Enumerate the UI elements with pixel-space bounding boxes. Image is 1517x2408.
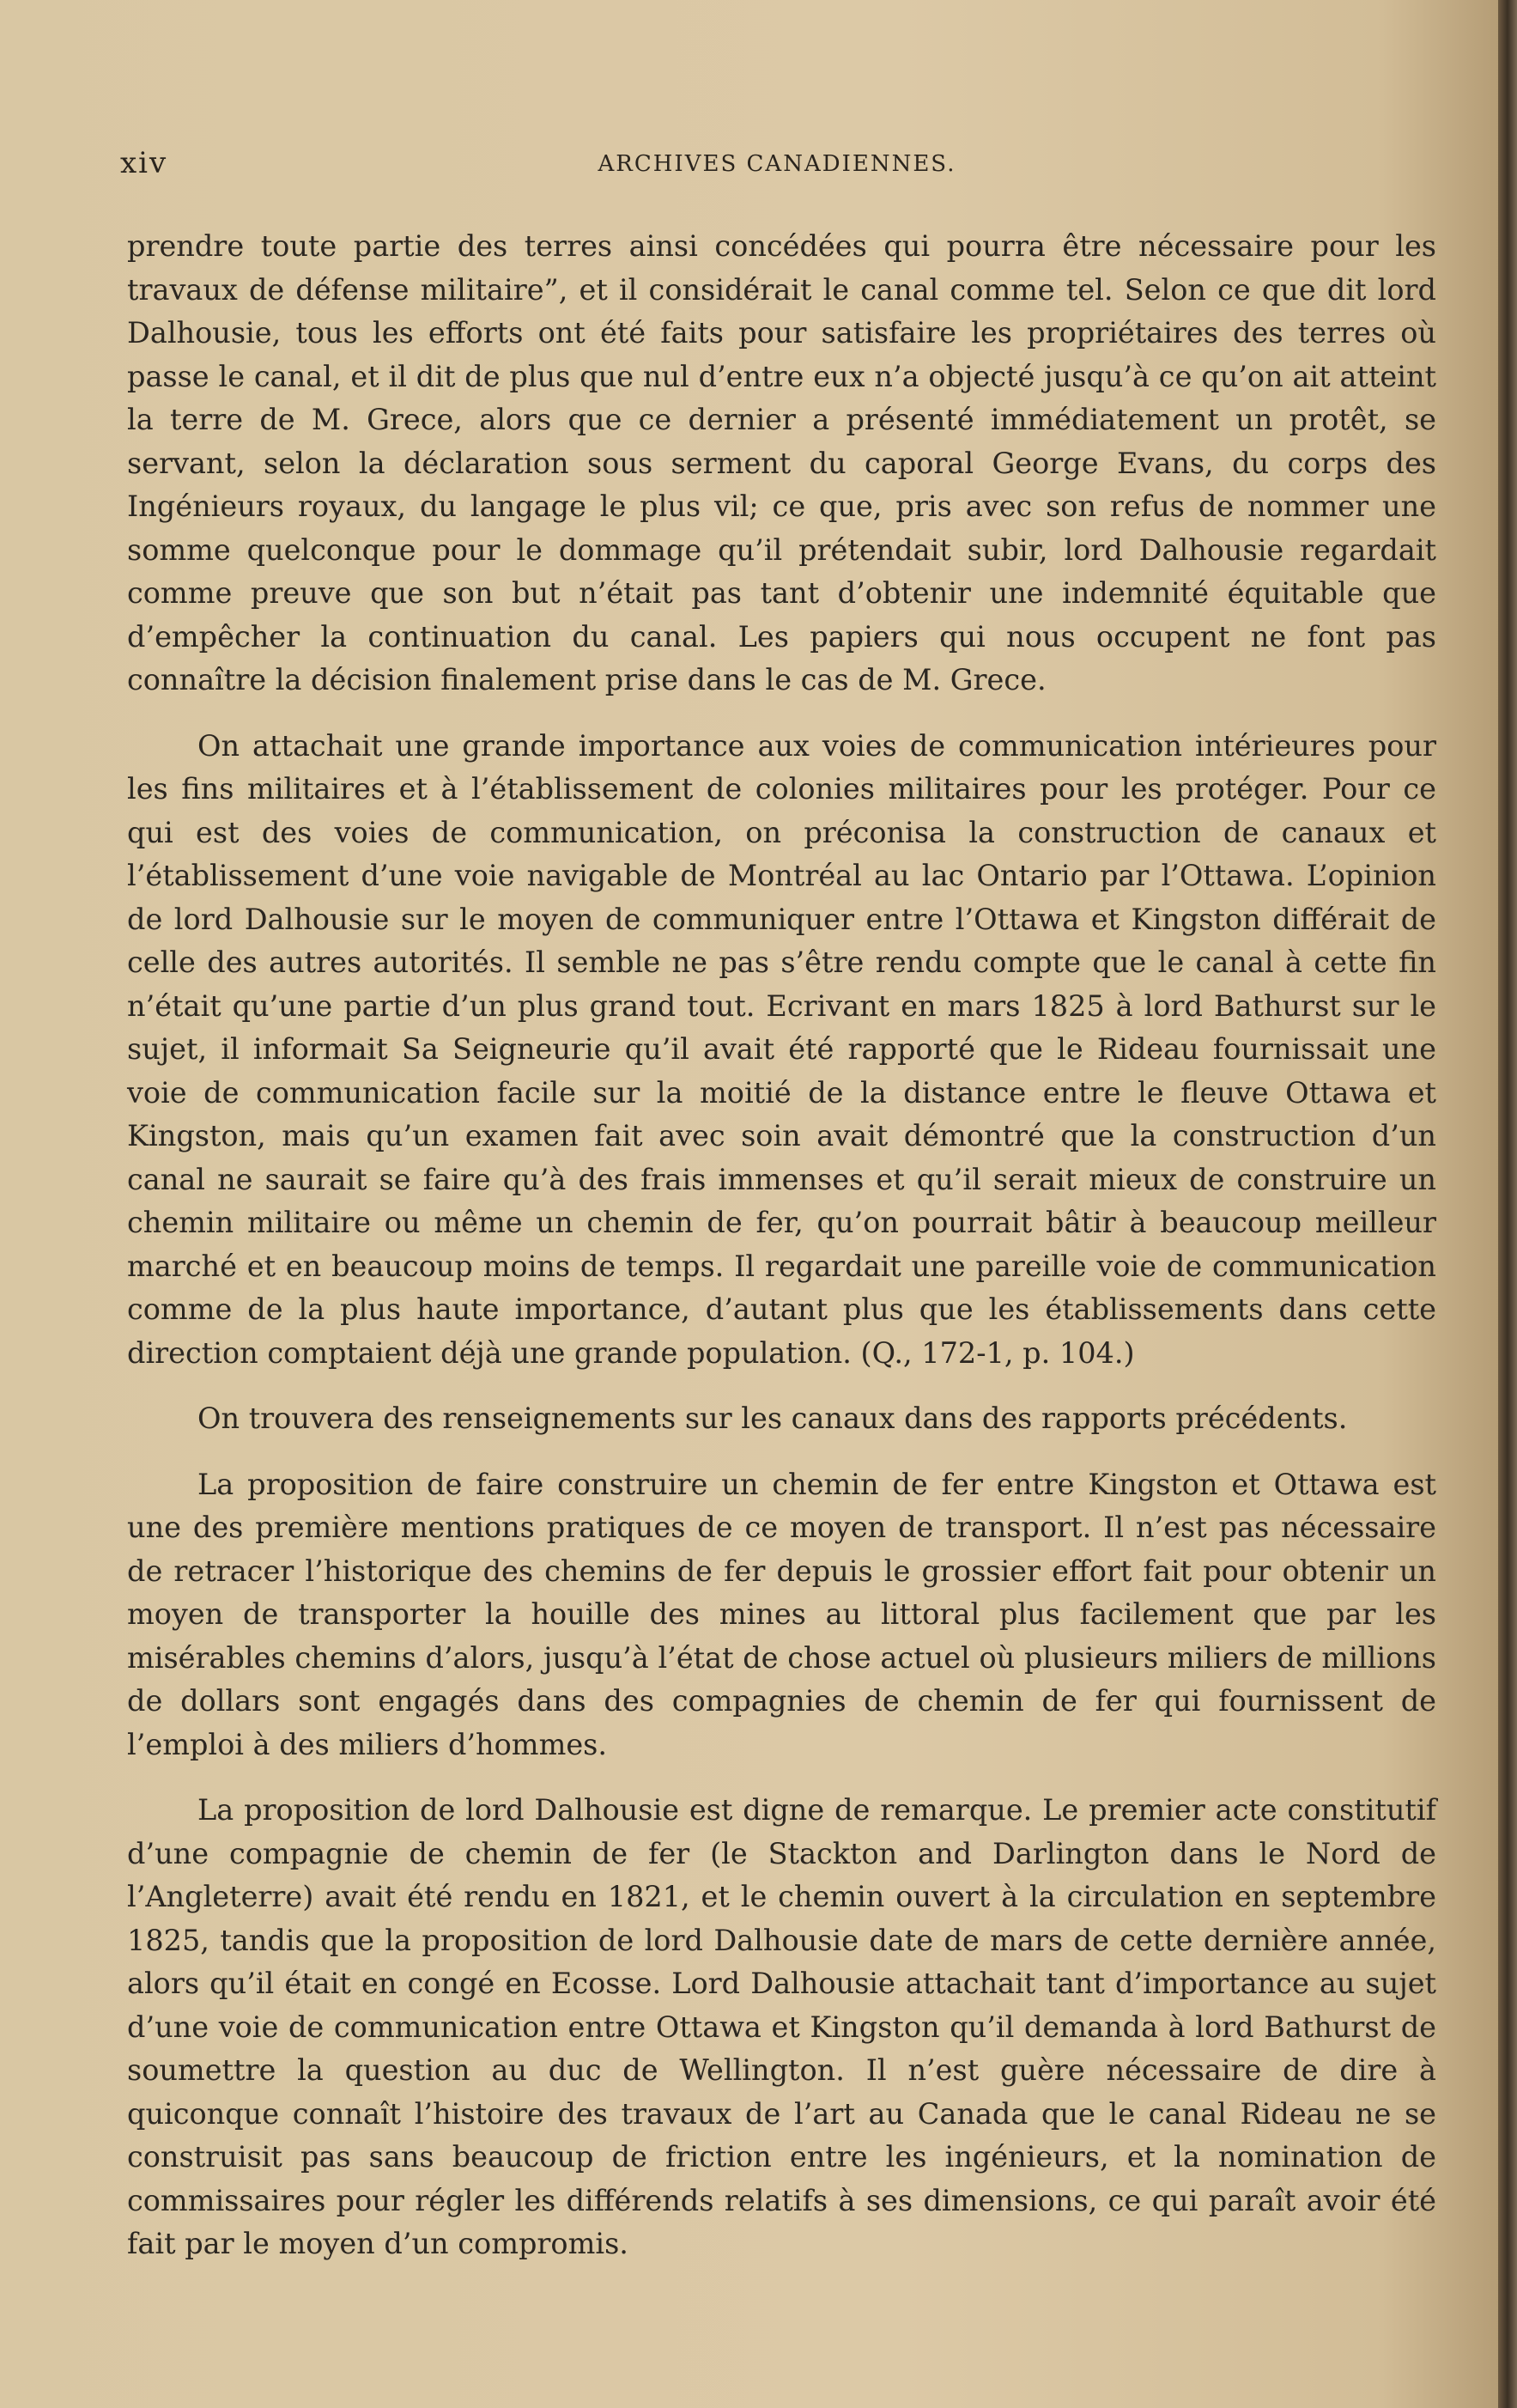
book-spine-edge [1498, 0, 1517, 2408]
paragraph-communication: On attachait une grande importance aux voies de communication intérieures pour les fins militaires et à l’établissement de colonies militaires pour les protéger. Pour ce qui est des voies de communication, on préconisa la construction de canaux et l’établissement d’une voie navigable de Montréal au lac Ontario par l’Ottawa. L’opinion de lord Dalhousie sur le moyen de communiquer entre l’Ottawa et Kingston différait de celle des autres autorités. Il semble ne pas s’être rendu compte que le canal à cette fin n’était qu’une partie d’un plus grand tout. Ecrivant en mars 1825 à lord Bathurst sur le sujet, il informait Sa Seigneurie qu’il avait été rapporté que le Rideau fournissait une voie de communication facile sur la moitié de la distance entre le fleuve Ottawa et Kingston, mais qu’un examen fait avec soin avait démontré que la construction d’un canal ne saurait se faire qu’à des frais immenses et qu’il serait mieux de construire un chemin militaire ou même un chemin de fer, qu’on pourrait bâtir à beaucoup meilleur marché et en beaucoup moins de temps. Il regardait une pareille voie de communication comme de la plus haute importance, d’autant plus que les établissements dans cette direction comptaient déjà une grande population. (Q., 172-1, p. 104.) [127, 728, 1436, 1370]
page-number: xiv [120, 146, 168, 180]
paragraph-canaux-note: On trouvera des renseignements sur les canaux dans des rapports précédents. [197, 1402, 1348, 1435]
running-title: ARCHIVES CANADIENNES. [598, 151, 956, 177]
paragraph-chemin-de-fer: La proposition de faire construire un chemin de fer entre Kingston et Ottawa est une des première mentions pratiques de ce moyen de transport. Il n’est pas nécessaire de retracer l’historique des chemins de fer depuis le grossier effort fait pour obtenir un moyen de transporter la houille des mines au littoral plus facilement que par les misérables chemins d’alors, jusqu’à l’état de chose actuel où plusieurs miliers de millions de dollars sont engagés dans des compagnies de chemin de fer qui fournissent de l’emploi à des miliers d’hommes. [127, 1467, 1436, 1761]
paragraph-continuation: prendre toute partie des terres ainsi concédées qui pourra être nécessaire pour les travaux de défense militaire”, et il considérait le canal comme tel. Selon ce que dit lord Dalhousie, tous les efforts ont été faits pour satisfaire les propriétaires des terres où passe le canal, et il dit de plus que nul d’entre eux n’a objecté jusqu’à ce qu’on ait atteint la terre de M. Grece, alors que ce dernier a présenté immédiatement un protêt, se servant, selon la déclaration sous serment du caporal George Evans, du corps des Ingénieurs royaux, du langage le plus vil; ce que, pris avec son refus de nommer une somme quelconque pour le dommage qu’il prétendait subir, lord Dalhousie regardait comme preuve que son but n’était pas tant d’obtenir une indemnité équitable que d’empêcher la continuation du canal. Les papiers qui nous occupent ne font pas connaître la décision finalement prise dans le cas de M. Grece. [127, 229, 1436, 696]
page-header [120, 146, 1434, 189]
body-text [127, 225, 1436, 2289]
paragraph-proposition-dalhousie: La proposition de lord Dalhousie est digne de remarque. Le premier acte constitutif d’une compagnie de chemin de fer (le Stackton and Darlington dans le Nord de l’Angleterre) avait été rendu en 1821, et le chemin ouvert à la circulation en septembre 1825, tandis que la proposition de lord Dalhousie date de mars de cette dernière année, alors qu’il était en congé en Ecosse. Lord Dalhousie attachait tant d’importance au sujet d’une voie de communication entre Ottawa et Kingston qu’il demanda à lord Bathurst de soumettre la question au duc de Wellington. Il n’est guère nécessaire de dire à quiconque connaît l’histoire des travaux de l’art au Canada que le canal Rideau ne se construisit pas sans beaucoup de friction entre les ingénieurs, et la nomination de commissaires pour régler les différends relatifs à ses dimensions, ce qui paraît avoir été fait par le moyen d’un compromis. [127, 1793, 1436, 2260]
